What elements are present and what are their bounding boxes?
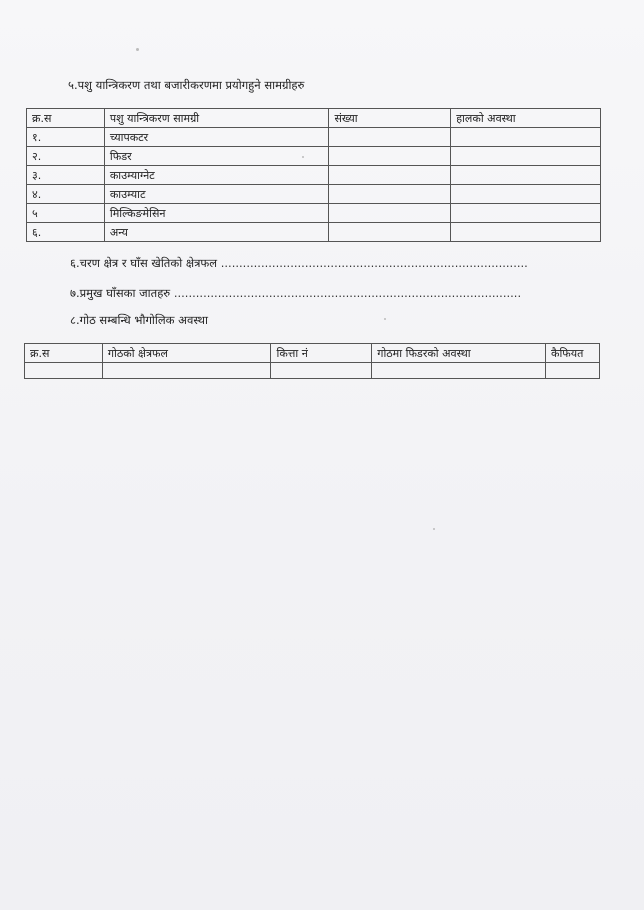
header-remarks: कैफियत bbox=[546, 344, 600, 363]
section7-fill-line[interactable]: ............................................................................................... bbox=[173, 286, 522, 300]
row-status-cell[interactable] bbox=[451, 223, 601, 242]
row-item: काउम्याग्नेट bbox=[104, 166, 329, 185]
row-sn: ३. bbox=[27, 166, 105, 185]
row-sn: २. bbox=[27, 147, 105, 166]
row-feeder-status-cell[interactable] bbox=[372, 363, 546, 379]
header-plot-no: कित्ता नं bbox=[271, 344, 372, 363]
shed-table bbox=[24, 343, 600, 379]
row-sn-cell[interactable] bbox=[25, 363, 103, 379]
table-row bbox=[25, 363, 600, 379]
row-status-cell[interactable] bbox=[451, 128, 601, 147]
table-row bbox=[27, 166, 601, 185]
header-sn: क्र.स bbox=[27, 109, 105, 128]
row-remarks-cell[interactable] bbox=[546, 363, 600, 379]
row-count-cell[interactable] bbox=[329, 185, 451, 204]
header-sn: क्र.स bbox=[25, 344, 103, 363]
section7-line bbox=[70, 286, 521, 301]
header-item: पशु यान्त्रिकरण सामग्री bbox=[104, 109, 329, 128]
table-row bbox=[27, 147, 601, 166]
row-sn: ६. bbox=[27, 223, 105, 242]
section6-fill-line[interactable]: .................................................................................... bbox=[220, 256, 528, 270]
section6-line bbox=[70, 256, 528, 271]
row-plot-no-cell[interactable] bbox=[271, 363, 372, 379]
header-shed-area: गोठको क्षेत्रफल bbox=[102, 344, 271, 363]
section5-heading: ५.पशु यान्त्रिकरण तथा बजारीकरणमा प्रयोगहुने सामग्रीहरु bbox=[68, 78, 305, 92]
row-item: मिल्किङमेसिन bbox=[104, 204, 329, 223]
row-count-cell[interactable] bbox=[329, 204, 451, 223]
section8-heading: ८.गोठ सम्बन्धि भौगोलिक अवस्था bbox=[70, 313, 208, 327]
row-sn: ५ bbox=[27, 204, 105, 223]
row-sn: ४. bbox=[27, 185, 105, 204]
table-row bbox=[27, 185, 601, 204]
row-item: काउम्याट bbox=[104, 185, 329, 204]
row-item: फिडर bbox=[104, 147, 329, 166]
row-count-cell[interactable] bbox=[329, 147, 451, 166]
section7-label: ७.प्रमुख घाँसका जातहरु bbox=[70, 286, 171, 300]
row-count-cell[interactable] bbox=[329, 128, 451, 147]
row-status-cell[interactable] bbox=[451, 166, 601, 185]
table-header-row bbox=[27, 109, 601, 128]
scan-speck bbox=[433, 528, 435, 530]
row-shed-area-cell[interactable] bbox=[102, 363, 271, 379]
scan-speck bbox=[384, 318, 386, 320]
table-row bbox=[27, 223, 601, 242]
row-item: अन्य bbox=[104, 223, 329, 242]
mechanization-table bbox=[26, 108, 601, 242]
header-count: संख्या bbox=[329, 109, 451, 128]
row-count-cell[interactable] bbox=[329, 223, 451, 242]
scan-speck bbox=[136, 48, 139, 51]
header-status: हालको अवस्था bbox=[451, 109, 601, 128]
row-status-cell[interactable] bbox=[451, 147, 601, 166]
row-sn: १. bbox=[27, 128, 105, 147]
scan-speck bbox=[302, 156, 304, 158]
table-header-row bbox=[25, 344, 600, 363]
row-item: च्यापकटर bbox=[104, 128, 329, 147]
header-feeder-status: गोठमा फिडरको अवस्था bbox=[372, 344, 546, 363]
section6-label: ६.चरण क्षेत्र र घाँस खेतिको क्षेत्रफल bbox=[70, 256, 218, 270]
row-status-cell[interactable] bbox=[451, 185, 601, 204]
table-row bbox=[27, 204, 601, 223]
table-row bbox=[27, 128, 601, 147]
row-status-cell[interactable] bbox=[451, 204, 601, 223]
row-count-cell[interactable] bbox=[329, 166, 451, 185]
